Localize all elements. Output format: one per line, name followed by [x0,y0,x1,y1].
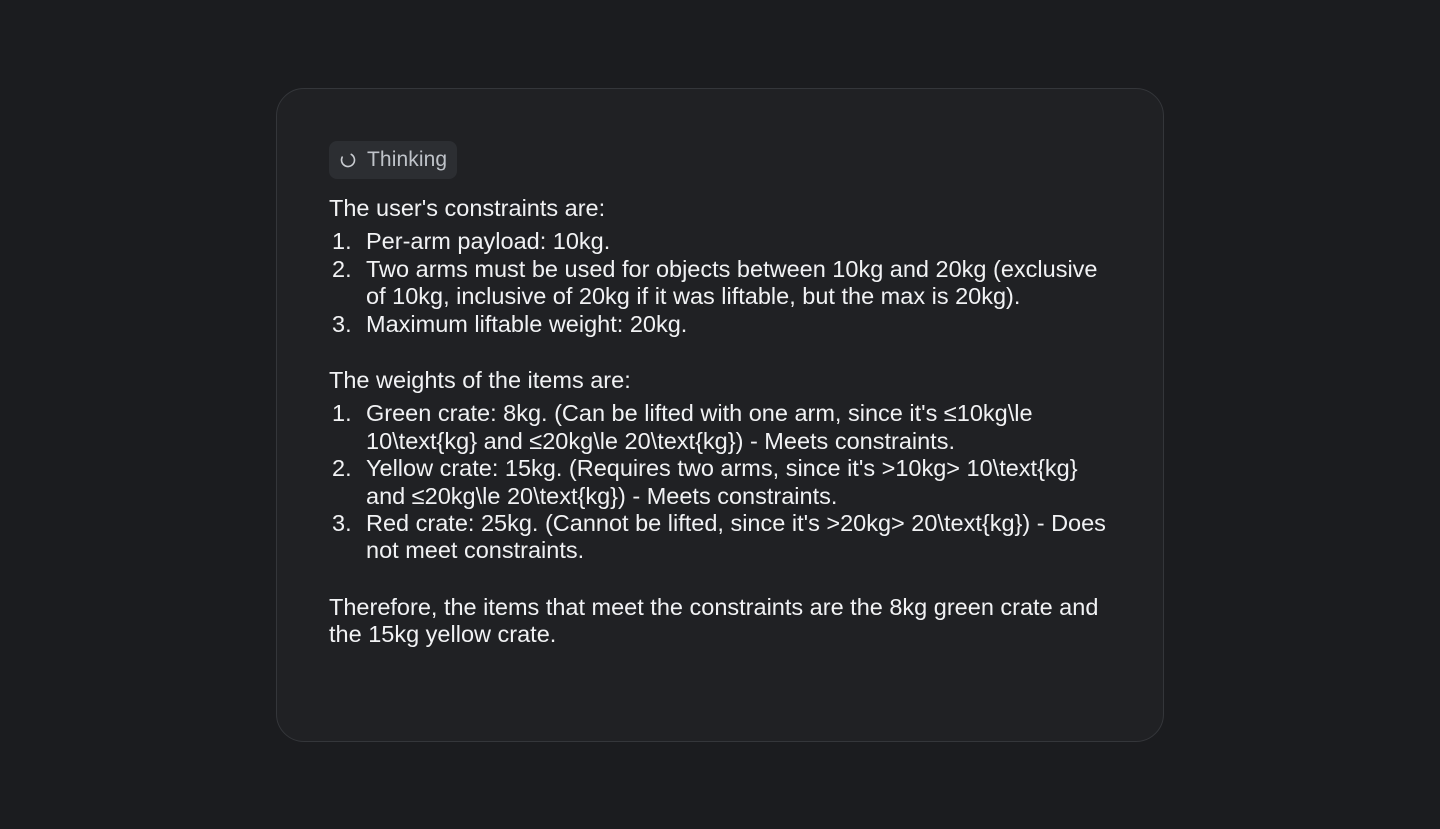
list-item: 2. Two arms must be used for objects between 10kg and 20kg (exclusive of 10kg, inclusive of 20kg if it was liftable, but the max is 20kg). [332,255,1098,310]
response-card [276,88,1164,742]
message-content [329,195,1109,649]
list-item: 3. Maximum liftable weight: 20kg. [332,310,688,337]
list-item: 1. Per-arm payload: 10kg. [332,228,611,255]
conclusion-text: Therefore, the items that meet the constraints are the 8kg green crate and the 15kg yellow crate. [329,593,1099,648]
thinking-label: Thinking [367,148,448,171]
weights-intro: The weights of the items are: [329,367,631,394]
list-item: 1. Green crate: 8kg. (Can be lifted with one arm, since it's ≤10kg\le 10\text{kg} and ≤20kg\le 20\text{kg}) - Meets constraints. [332,400,1033,454]
constraints-intro: The user's constraints are: [329,195,606,221]
list-item: 3. Red crate: 25kg. (Cannot be lifted, since it's >20kg> 20\text{kg}) - Does not meet constraints. [332,510,1106,564]
list-item: 2. Yellow crate: 15kg. (Requires two arms, since it's >10kg> 10\text{kg} and ≤20kg\le 20\text{kg}) - Meets constraints. [332,455,1078,509]
thinking-status-chip[interactable] [329,141,457,179]
constraints-list [329,228,1109,338]
spinner-icon [339,151,357,169]
weights-list [329,400,1109,564]
